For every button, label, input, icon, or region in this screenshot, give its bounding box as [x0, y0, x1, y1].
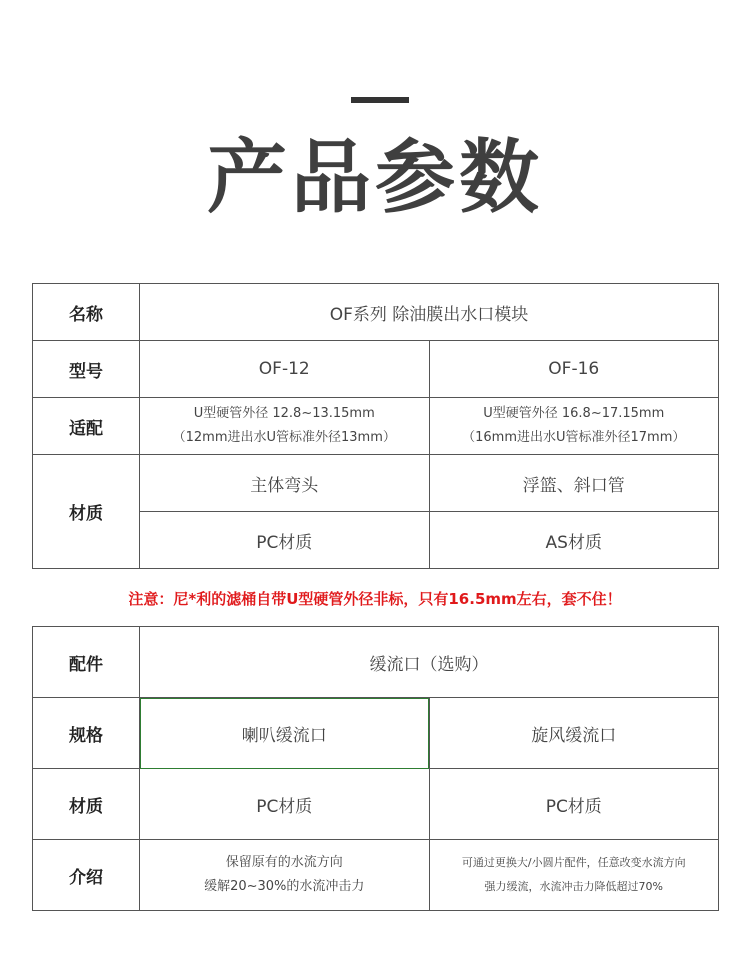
table-row [33, 455, 719, 512]
material-b-part: 浮篮、斜口管 [429, 455, 719, 512]
accessory-material-label: 材质 [33, 769, 140, 840]
intro-b-line1: 可通过更换大/小圆片配件，任意改变水流方向 [461, 856, 686, 869]
fit-a-line2: （12mm进出水U管标准外径13mm） [172, 430, 396, 445]
name-value: OF系列 除油膜出水口模块 [140, 284, 719, 341]
intro-b-cell [429, 840, 719, 911]
spec-a: 喇叭缓流口 [140, 698, 430, 769]
table-row [33, 341, 719, 398]
spec-b: 旋风缓流口 [429, 698, 719, 769]
fit-b-line2: （16mm进出水U管标准外径17mm） [462, 430, 686, 445]
model-label: 型号 [33, 341, 140, 398]
accessory-label: 配件 [33, 627, 140, 698]
intro-label: 介绍 [33, 840, 140, 911]
intro-a-line1: 保留原有的水流方向 [225, 855, 343, 870]
table-row [33, 698, 719, 769]
model-b: OF-16 [429, 341, 719, 398]
intro-b-line2: 强力缓流，水流冲击力降低超过70% [484, 880, 663, 893]
model-a: OF-12 [140, 341, 430, 398]
fit-a-cell [140, 398, 430, 455]
fit-b-cell [429, 398, 719, 455]
table-row [33, 769, 719, 840]
spec-label: 规格 [33, 698, 140, 769]
intro-a-line2: 缓解20~30%的水流冲击力 [204, 879, 365, 894]
product-spec-table [32, 283, 719, 569]
warning-notice: 注意：尼*利的滤桶自带U型硬管外径非标，只有16.5mm左右，套不住！ [128, 590, 622, 608]
fit-a-line1: U型硬管外径 12.8~13.15mm [193, 406, 375, 421]
accessory-spec-table [32, 626, 719, 911]
accessory-value: 缓流口（选购） [140, 627, 719, 698]
table-row [33, 398, 719, 455]
material-a: PC材质 [140, 512, 430, 569]
accessory-material-b: PC材质 [429, 769, 719, 840]
page-title: 产品参数 [207, 131, 543, 224]
accessory-material-a: PC材质 [140, 769, 430, 840]
name-label: 名称 [33, 284, 140, 341]
table-row [33, 284, 719, 341]
intro-a-cell [140, 840, 430, 911]
material-b: AS材质 [429, 512, 719, 569]
material-label: 材质 [33, 455, 140, 569]
title-dash [351, 97, 409, 103]
table-row [33, 627, 719, 698]
fit-b-line1: U型硬管外径 16.8~17.15mm [483, 406, 665, 421]
table-row [33, 840, 719, 911]
material-a-part: 主体弯头 [140, 455, 430, 512]
fit-label: 适配 [33, 398, 140, 455]
